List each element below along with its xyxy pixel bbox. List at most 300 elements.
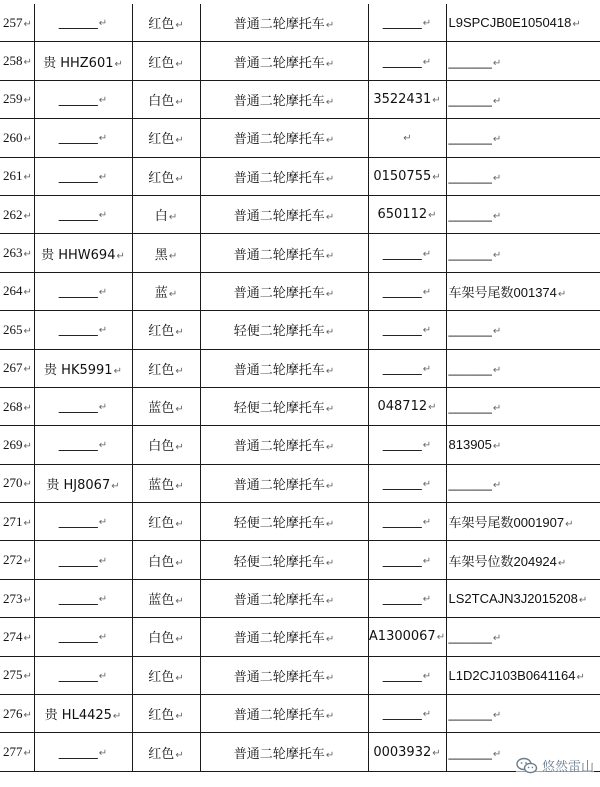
engine-number-cell [368, 4, 446, 42]
row-number [0, 579, 34, 617]
vehicle-type-cell [200, 579, 368, 617]
plate-cell-text: ______ [58, 744, 98, 760]
return-mark: ↵ [492, 57, 502, 69]
return-mark: ↵ [572, 19, 581, 31]
return-mark: ↵ [175, 519, 184, 531]
vehicle-type-cell-text: 普通二轮摩托车 [233, 669, 325, 685]
return-mark: ↵ [98, 133, 108, 145]
frame-number-cell-text: L1D2CJ103B0641164 [448, 667, 576, 683]
return-mark: ↵ [492, 403, 502, 415]
return-mark: ↵ [98, 94, 108, 106]
return-mark: ↵ [325, 596, 335, 608]
return-mark: ↵ [23, 57, 32, 69]
return-mark: ↵ [492, 710, 502, 722]
frame-number-cell-text: ______ [448, 207, 492, 223]
vehicle-type-cell [200, 272, 368, 310]
plate-cell [34, 618, 132, 656]
return-mark: ↵ [23, 440, 32, 452]
color-cell-text: 蓝色 [148, 477, 175, 493]
color-cell [132, 119, 200, 157]
plate-cell-text: ______ [58, 667, 98, 683]
frame-number-cell-text: ______ [448, 53, 492, 69]
return-mark: ↵ [325, 250, 335, 262]
row-number-text: 259 [3, 91, 23, 107]
return-mark: ↵ [422, 670, 432, 682]
engine-number-cell [368, 426, 446, 464]
color-cell [132, 541, 200, 579]
plate-cell-text: ______ [58, 591, 98, 607]
engine-number-cell-text: ______ [382, 437, 422, 453]
vehicle-type-cell [200, 42, 368, 80]
row-number-text: 258 [3, 53, 23, 69]
return-mark: ↵ [23, 95, 32, 107]
return-mark: ↵ [325, 519, 335, 531]
vehicle-type-cell [200, 695, 368, 733]
row-number [0, 656, 34, 694]
engine-number-cell [368, 695, 446, 733]
plate-cell-text: 贵 HHZ601 [43, 55, 114, 71]
table-row [0, 42, 600, 80]
return-mark: ↵ [492, 326, 502, 338]
color-cell [132, 234, 200, 272]
return-mark: ↵ [23, 133, 32, 145]
engine-number-cell [368, 157, 446, 195]
vehicle-type-cell-text: 普通二轮摩托车 [233, 55, 325, 71]
vehicle-type-cell-text: 普通二轮摩托车 [233, 17, 325, 33]
engine-number-cell-text: ______ [382, 591, 422, 607]
return-mark: ↵ [23, 325, 32, 337]
wechat-logo-icon [516, 757, 538, 775]
table-row [0, 349, 600, 387]
return-mark: ↵ [422, 325, 432, 337]
row-number-text: 263 [3, 245, 23, 261]
row-number-text: 262 [3, 206, 23, 222]
vehicle-type-cell [200, 157, 368, 195]
plate-cell-text: ______ [58, 437, 98, 453]
color-cell-text: 红色 [148, 324, 175, 340]
engine-number-cell-text: 048712 [377, 399, 428, 415]
color-cell [132, 157, 200, 195]
return-mark: ↵ [325, 365, 335, 377]
engine-number-cell [368, 234, 446, 272]
return-mark: ↵ [175, 442, 184, 454]
engine-number-cell-text: 0150755 [373, 168, 432, 184]
table-row [0, 157, 600, 195]
return-mark: ↵ [98, 286, 108, 298]
return-mark: ↵ [325, 711, 335, 723]
return-mark: ↵ [325, 634, 335, 646]
return-mark: ↵ [175, 365, 184, 377]
plate-cell [34, 272, 132, 310]
color-cell-text: 白色 [148, 439, 175, 455]
row-number-text: 274 [3, 628, 23, 644]
frame-number-cell-text: 车架号尾数0001907 [448, 515, 565, 531]
row-number [0, 80, 34, 118]
return-mark: ↵ [422, 363, 432, 375]
frame-number-cell-text: ______ [448, 399, 492, 415]
color-cell [132, 695, 200, 733]
vehicle-type-cell-text: 轻便二轮摩托车 [233, 516, 325, 532]
vehicle-type-cell-text: 普通二轮摩托车 [233, 132, 325, 148]
color-cell-text: 红色 [148, 17, 175, 33]
color-cell-text: 红色 [148, 170, 175, 186]
frame-number-cell-text: ______ [448, 475, 492, 491]
color-cell-text: 红色 [148, 132, 175, 148]
row-number [0, 272, 34, 310]
watermark-text: 悠然雷山 [541, 760, 594, 775]
frame-number-cell-text: ______ [448, 130, 492, 146]
return-mark: ↵ [23, 748, 32, 760]
return-mark: ↵ [325, 135, 335, 147]
vehicle-type-cell-text: 普通二轮摩托车 [233, 247, 325, 263]
return-mark: ↵ [422, 517, 432, 529]
frame-number-cell-text: ______ [448, 168, 492, 184]
return-mark: ↵ [492, 748, 502, 760]
vehicle-type-cell-text: 普通二轮摩托车 [233, 631, 325, 647]
color-cell [132, 426, 200, 464]
frame-number-cell [446, 426, 600, 464]
frame-number-cell [446, 579, 600, 617]
return-mark: ↵ [23, 287, 32, 299]
return-mark: ↵ [428, 402, 437, 414]
return-mark: ↵ [98, 171, 108, 183]
return-mark: ↵ [98, 670, 108, 682]
return-mark: ↵ [492, 479, 502, 491]
return-mark: ↵ [98, 325, 108, 337]
return-mark: ↵ [492, 134, 502, 146]
row-number [0, 157, 34, 195]
frame-number-cell-text: 813905 [448, 437, 492, 453]
plate-cell-text: ______ [58, 15, 98, 31]
table-row [0, 80, 600, 118]
return-mark: ↵ [175, 749, 184, 761]
vehicle-type-cell [200, 234, 368, 272]
row-number [0, 387, 34, 425]
vehicle-table [0, 4, 600, 772]
color-cell [132, 80, 200, 118]
return-mark: ↵ [492, 249, 502, 261]
row-number [0, 541, 34, 579]
color-cell-text: 红色 [148, 55, 175, 71]
return-mark: ↵ [557, 288, 567, 300]
return-mark: ↵ [492, 364, 502, 376]
plate-cell [34, 42, 132, 80]
row-number [0, 349, 34, 387]
plate-cell [34, 311, 132, 349]
return-mark: ↵ [112, 711, 122, 723]
return-mark: ↵ [557, 557, 567, 569]
vehicle-type-cell-text: 普通二轮摩托车 [233, 593, 325, 609]
color-cell-text: 红色 [148, 746, 175, 762]
return-mark: ↵ [98, 440, 108, 452]
row-number [0, 503, 34, 541]
engine-number-cell [368, 503, 446, 541]
return-mark: ↵ [98, 18, 108, 30]
color-cell-text: 蓝 [154, 285, 168, 301]
frame-number-cell [446, 272, 600, 310]
return-mark: ↵ [23, 709, 32, 721]
plate-cell [34, 4, 132, 42]
return-mark: ↵ [576, 671, 585, 683]
row-number-text: 268 [3, 398, 23, 414]
engine-number-cell-text: ______ [382, 53, 422, 69]
color-cell-text: 红色 [148, 516, 175, 532]
frame-number-cell [446, 695, 600, 733]
row-number-text: 261 [3, 168, 23, 184]
return-mark: ↵ [325, 173, 335, 185]
frame-number-cell-text: 车架号尾数001374 [448, 284, 557, 300]
return-mark: ↵ [325, 749, 335, 761]
return-mark: ↵ [113, 365, 122, 377]
vehicle-type-cell-text: 轻便二轮摩托车 [233, 324, 325, 340]
vehicle-type-cell [200, 195, 368, 233]
frame-number-cell-text: ______ [448, 91, 492, 107]
return-mark: ↵ [23, 671, 32, 683]
frame-number-cell-text: LS2TCAJN3J2015208 [448, 591, 578, 607]
return-mark: ↵ [98, 594, 108, 606]
engine-number-cell [368, 119, 446, 157]
return-mark: ↵ [325, 404, 335, 416]
return-mark: ↵ [325, 58, 335, 70]
plate-cell-text: ______ [58, 322, 98, 338]
return-mark: ↵ [175, 634, 184, 646]
table-row [0, 579, 600, 617]
engine-number-cell [368, 311, 446, 349]
row-number-text: 265 [3, 321, 23, 337]
frame-number-cell [446, 311, 600, 349]
return-mark: ↵ [23, 479, 32, 491]
return-mark: ↵ [403, 133, 412, 145]
engine-number-cell [368, 272, 446, 310]
return-mark: ↵ [492, 172, 502, 184]
return-mark: ↵ [114, 58, 123, 70]
table-row [0, 426, 600, 464]
vehicle-type-cell [200, 733, 368, 771]
frame-number-cell-text: ______ [448, 322, 492, 338]
return-mark: ↵ [422, 440, 432, 452]
return-mark: ↵ [492, 95, 502, 107]
frame-number-cell [446, 387, 600, 425]
frame-number-cell [446, 157, 600, 195]
engine-number-cell [368, 618, 446, 656]
vehicle-type-cell [200, 426, 368, 464]
return-mark: ↵ [432, 171, 441, 183]
plate-cell [34, 119, 132, 157]
vehicle-type-cell [200, 656, 368, 694]
table-row [0, 656, 600, 694]
row-number-text: 257 [3, 14, 23, 30]
color-cell [132, 272, 200, 310]
vehicle-type-cell [200, 349, 368, 387]
color-cell-text: 红色 [148, 669, 175, 685]
plate-cell-text: ______ [58, 629, 98, 645]
plate-cell-text: 贵 HHW694 [41, 247, 116, 263]
frame-number-cell-text: ______ [448, 245, 492, 261]
return-mark: ↵ [175, 404, 184, 416]
engine-number-cell-text: ______ [382, 706, 422, 722]
vehicle-type-cell [200, 311, 368, 349]
frame-number-cell [446, 4, 600, 42]
plate-cell-text: ______ [58, 514, 98, 530]
row-number-text: 275 [3, 667, 23, 683]
return-mark: ↵ [175, 327, 184, 339]
row-number [0, 695, 34, 733]
frame-number-cell [446, 80, 600, 118]
vehicle-type-cell [200, 464, 368, 502]
return-mark: ↵ [422, 594, 432, 606]
color-cell-text: 红色 [148, 362, 175, 378]
plate-cell [34, 234, 132, 272]
return-mark: ↵ [23, 210, 32, 222]
plate-cell [34, 656, 132, 694]
row-number-text: 277 [3, 744, 23, 760]
vehicle-type-cell-text: 普通二轮摩托车 [233, 708, 325, 724]
return-mark: ↵ [325, 557, 335, 569]
return-mark: ↵ [325, 672, 335, 684]
color-cell-text: 白色 [148, 554, 175, 570]
return-mark: ↵ [98, 747, 108, 759]
engine-number-cell [368, 464, 446, 502]
plate-cell-text: 贵 HJ8067 [46, 477, 111, 493]
plate-cell-text: ______ [58, 168, 98, 184]
vehicle-type-cell [200, 387, 368, 425]
row-number [0, 4, 34, 42]
engine-number-cell-text: A1300067 [368, 629, 436, 645]
table-row [0, 503, 600, 541]
return-mark: ↵ [422, 56, 432, 68]
engine-number-cell-text: 650112 [377, 207, 428, 223]
table-row [0, 234, 600, 272]
watermark [516, 756, 594, 775]
vehicle-type-cell-text: 普通二轮摩托车 [233, 746, 325, 762]
engine-number-cell [368, 733, 446, 771]
table-row [0, 387, 600, 425]
plate-cell-text: ______ [58, 399, 98, 415]
engine-number-cell-text: ______ [382, 552, 422, 568]
color-cell [132, 387, 200, 425]
return-mark: ↵ [175, 596, 184, 608]
plate-cell-text: 贵 HK5991 [44, 362, 113, 378]
plate-cell [34, 695, 132, 733]
frame-number-cell [446, 349, 600, 387]
return-mark: ↵ [168, 288, 178, 300]
return-mark: ↵ [436, 632, 446, 644]
frame-number-cell-text: ______ [448, 744, 492, 760]
table-body [0, 4, 600, 771]
frame-number-cell-text: ______ [448, 360, 492, 376]
return-mark: ↵ [23, 632, 32, 644]
return-mark: ↵ [98, 210, 108, 222]
plate-cell-text: ______ [58, 552, 98, 568]
return-mark: ↵ [23, 18, 32, 30]
plate-cell [34, 349, 132, 387]
vehicle-type-cell-text: 普通二轮摩托车 [233, 477, 325, 493]
color-cell-text: 黑 [154, 247, 168, 263]
return-mark: ↵ [98, 517, 108, 529]
vehicle-type-cell-text: 普通二轮摩托车 [233, 439, 325, 455]
table-row [0, 119, 600, 157]
return-mark: ↵ [492, 211, 502, 223]
vehicle-type-cell-text: 普通二轮摩托车 [233, 93, 325, 109]
return-mark: ↵ [23, 556, 32, 568]
table-row [0, 541, 600, 579]
return-mark: ↵ [432, 94, 441, 106]
return-mark: ↵ [98, 402, 108, 414]
row-number-text: 260 [3, 129, 23, 145]
plate-cell [34, 541, 132, 579]
engine-number-cell-text: ______ [382, 283, 422, 299]
return-mark: ↵ [175, 557, 184, 569]
engine-number-cell-text: ______ [382, 667, 422, 683]
return-mark: ↵ [168, 212, 178, 224]
color-cell [132, 195, 200, 233]
vehicle-type-cell-text: 普通二轮摩托车 [233, 209, 325, 225]
engine-number-cell [368, 195, 446, 233]
return-mark: ↵ [23, 402, 32, 414]
return-mark: ↵ [175, 58, 184, 70]
engine-number-cell-text: ______ [382, 15, 422, 31]
frame-number-cell-text: L9SPCJB0E1050418 [448, 15, 572, 31]
return-mark: ↵ [116, 250, 125, 262]
engine-number-cell [368, 656, 446, 694]
color-cell-text: 蓝色 [148, 401, 175, 417]
engine-number-cell-text: ______ [382, 475, 422, 491]
plate-cell-text: ______ [58, 207, 98, 223]
row-number [0, 464, 34, 502]
color-cell [132, 579, 200, 617]
engine-number-cell [368, 579, 446, 617]
engine-number-cell-text: 0003932 [373, 744, 432, 760]
plate-cell-text: ______ [58, 91, 98, 107]
return-mark: ↵ [175, 20, 184, 32]
row-number-text: 267 [3, 360, 23, 376]
return-mark: ↵ [175, 135, 184, 147]
color-cell-text: 蓝色 [148, 593, 175, 609]
color-cell [132, 618, 200, 656]
row-number-text: 269 [3, 436, 23, 452]
plate-cell [34, 387, 132, 425]
return-mark: ↵ [432, 747, 441, 759]
color-cell-text: 白色 [148, 631, 175, 647]
color-cell-text: 白色 [148, 93, 175, 109]
table-row [0, 733, 600, 771]
return-mark: ↵ [23, 249, 32, 261]
vehicle-type-cell-text: 轻便二轮摩托车 [233, 554, 325, 570]
return-mark: ↵ [422, 248, 432, 260]
plate-cell-text: ______ [58, 283, 98, 299]
engine-number-cell [368, 42, 446, 80]
vehicle-type-cell-text: 普通二轮摩托车 [233, 362, 325, 378]
frame-number-cell [446, 618, 600, 656]
engine-number-cell-text: ______ [382, 245, 422, 261]
plate-cell [34, 579, 132, 617]
return-mark: ↵ [422, 709, 432, 721]
color-cell [132, 42, 200, 80]
row-number [0, 618, 34, 656]
vehicle-type-cell-text: 普通二轮摩托车 [233, 170, 325, 186]
plate-cell [34, 195, 132, 233]
return-mark: ↵ [422, 478, 432, 490]
return-mark: ↵ [325, 20, 335, 32]
return-mark: ↵ [98, 632, 108, 644]
engine-number-cell [368, 349, 446, 387]
return-mark: ↵ [23, 594, 32, 606]
frame-number-cell-text: ______ [448, 706, 492, 722]
vehicle-type-cell [200, 4, 368, 42]
table-row [0, 618, 600, 656]
color-cell [132, 4, 200, 42]
frame-number-cell [446, 195, 600, 233]
